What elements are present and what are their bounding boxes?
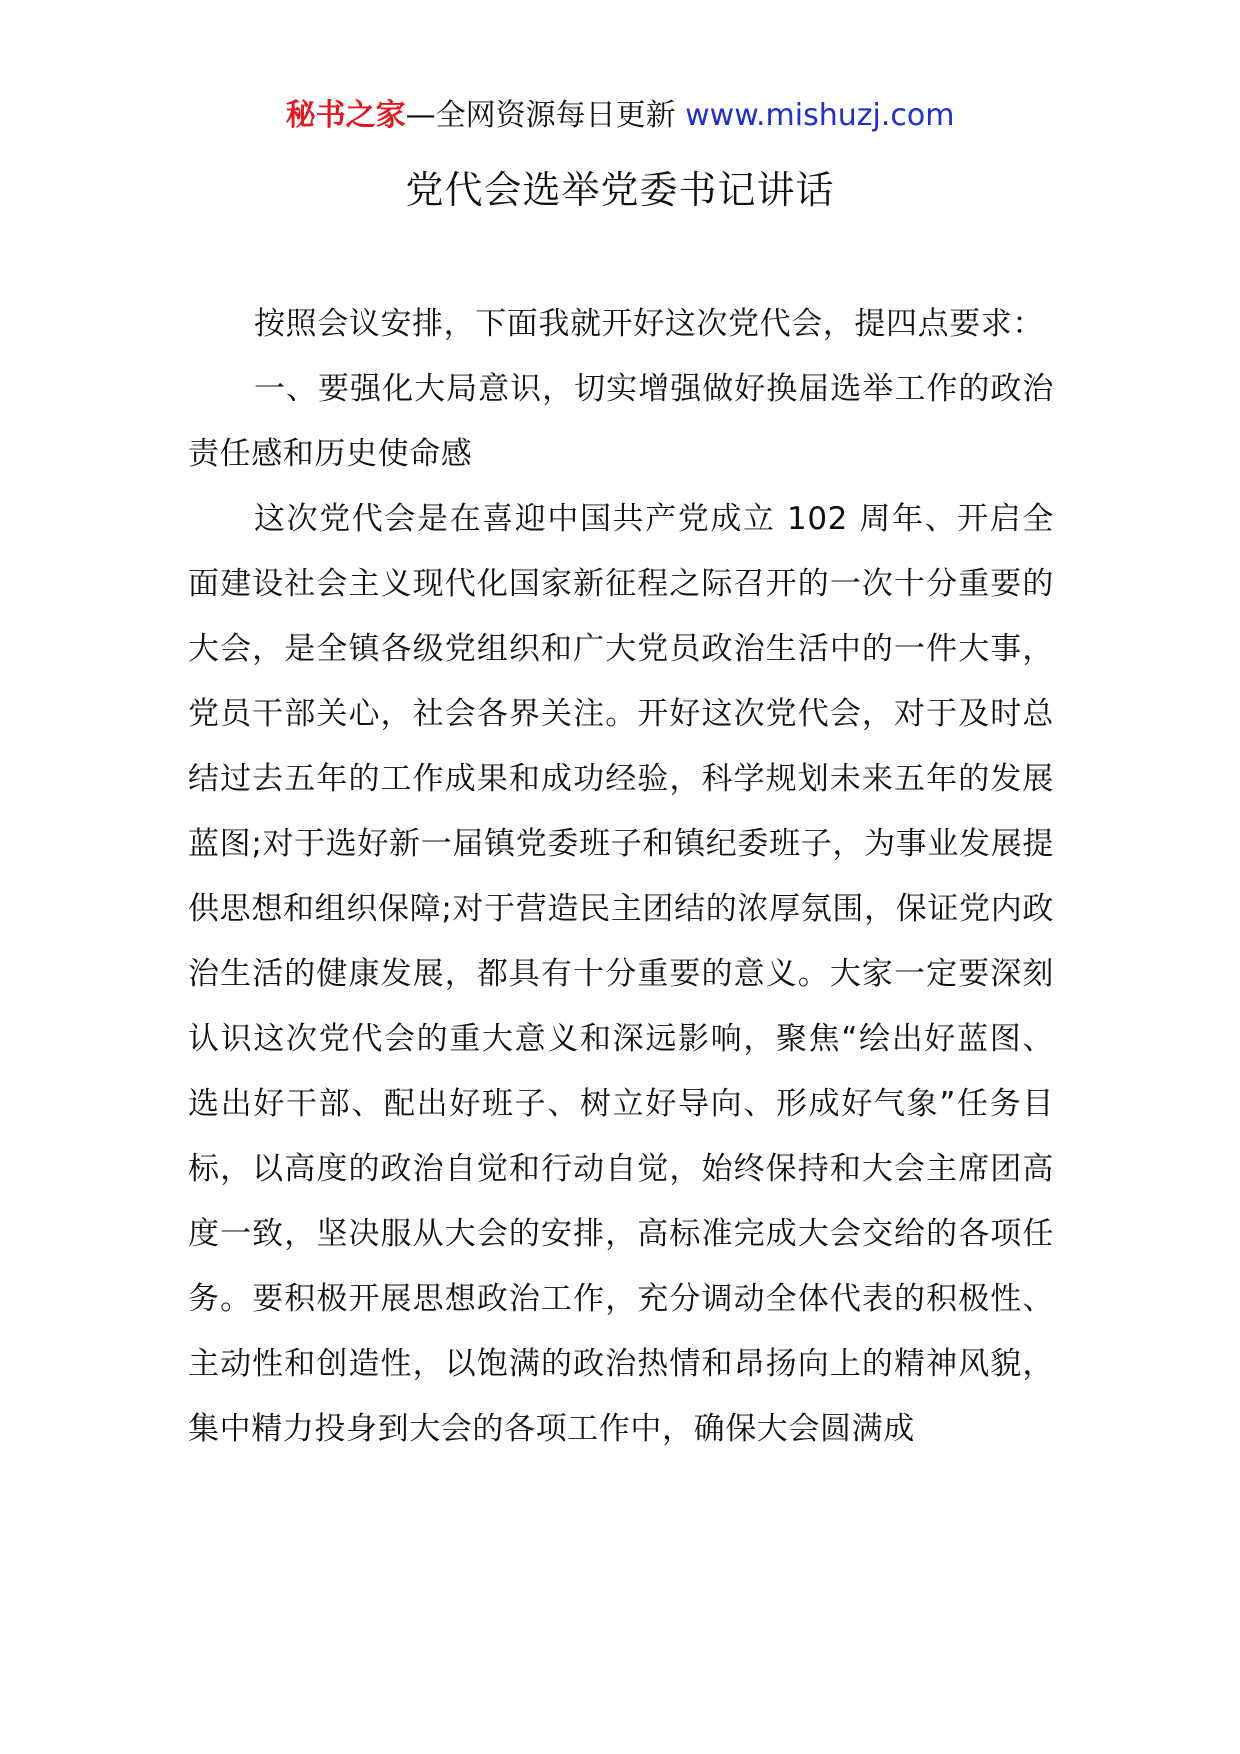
site-tagline: —全网资源每日更新 bbox=[405, 98, 676, 133]
document-body bbox=[188, 292, 1054, 1462]
site-url-link[interactable]: www.mishuzj.com bbox=[685, 98, 955, 133]
document-title: 党代会选举党委书记讲话 bbox=[405, 168, 835, 212]
intro-paragraph: 按照会议安排，下面我就开好这次党代会，提四点要求： bbox=[254, 306, 1044, 342]
section-heading-1: 一、要强化大局意识，切实增强做好换届选举工作的政治责任感和历史使命感 bbox=[188, 371, 1054, 472]
body-paragraph: 这次党代会是在喜迎中国共产党成立 102 周年、开启全面建设社会主义现代化国家新征程之际召开的一次十分重要的大会，是全镇各级党组织和广大党员政治生活中的一件大事，党员干部关心，社会各界关注。开好这次党代会，对于及时总结过去五年的工作成果和成功经验，科学规划未来五年的发展蓝图;对于选好新一届镇党委班子和镇纪委班子，为事业发展提供思想和组织保障;对于营造民主团结的浓厚氛围，保证党内政治生活的健康发展，都具有十分重要的意义。大家一定要深刻认识这次党代会的重大意义和深远影响，聚焦“绘出好蓝图、选出好干部、配出好班子、树立好导向、形成好气象”任务目标，以高度的政治自觉和行动自觉，始终保持和大会主席团高度一致，坚决服从大会的安排，高标准完成大会交给的各项任务。要积极开展思想政治工作，充分调动全体代表的积极性、主动性和创造性，以饱满的政治热情和昂扬向上的精神风貌，集中精力投身到大会的各项工作中，确保大会圆满成 bbox=[188, 501, 1054, 1447]
site-header bbox=[0, 96, 1240, 136]
site-brand: 秘书之家 bbox=[285, 98, 406, 133]
